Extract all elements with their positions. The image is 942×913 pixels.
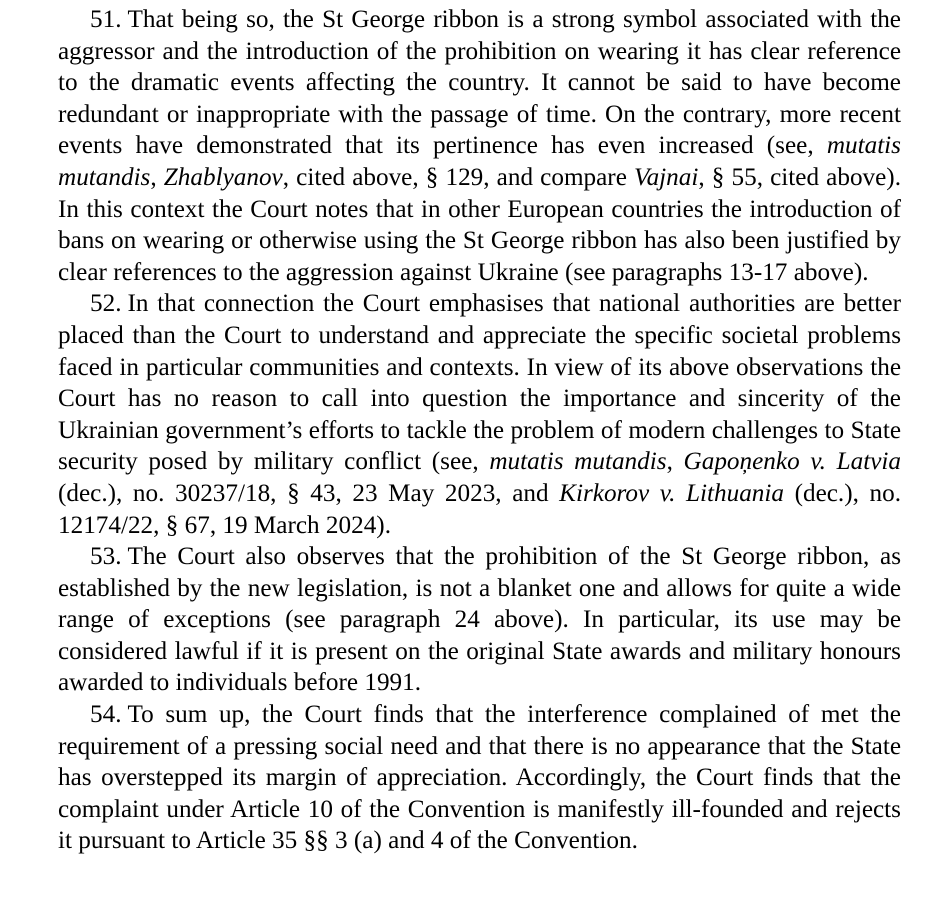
paragraph-54 [58, 699, 901, 857]
paragraph-text: In that connection the Court emphasises that national authorities are better placed than the Court to understand and appreciate the specific societal problems faced in particular communities and contexts. In view of its above observations the Court has no reason to call into question the importance and sincerity of the Ukrainian government’s efforts to tackle the problem of modern challenges to State security posed by military conflict (see, [58, 290, 901, 476]
paragraph-number: 54. [90, 701, 122, 729]
paragraph-text: , cited above, § 129, and compare [282, 163, 634, 191]
paragraph-text: , [666, 448, 684, 476]
paragraph-51 [58, 4, 901, 288]
paragraph-number: 53. [90, 543, 122, 571]
paragraph-text: , [150, 163, 164, 191]
paragraph-text: (dec.), no. 12174/22, § 67, 19 March 2024). [58, 479, 901, 539]
paragraph-text: That being so, the St George ribbon is a strong symbol associated with the aggressor and the introduction of the prohibition on wearing it has clear reference to the dramatic events affecting the country. It cannot be said to have become redundant or inappropriate with the passage of time. On the contrary, more recent events have demonstrated that its pertinence has even increased (see, [58, 6, 901, 160]
case-name: Zhablyanov [163, 163, 283, 191]
italic-phrase: mutatis mutandis [58, 132, 901, 191]
case-name: Vajnai [634, 163, 699, 191]
paragraph-53 [58, 541, 901, 699]
paragraph-text: To sum up, the Court finds that the interference complained of met the requirement of a pressing social need and that there is no appearance that the State has overstepped its margin of appreciation. Accordingly, the Court finds that the complaint under Article 10 of the Convention is manifestly ill-founded and rejects it pursuant to Article 35 §§ 3 (a) and 4 of the Convention. [58, 701, 901, 855]
paragraph-text: , § 55, cited above). In this context the Court notes that in other European countries the introduction of bans on wearing or otherwise using the St George ribbon has also been justified by clear references to the aggression against Ukraine (see paragraphs 13-17 above). [58, 163, 901, 286]
paragraph-text: The Court also observes that the prohibition of the St George ribbon, as established by the new legislation, is not a blanket one and allows for quite a wide range of exceptions (see paragraph 24 above). In particular, its use may be considered lawful if it is present on the original State awards and military honours awarded to individuals before 1991. [58, 543, 901, 697]
case-name: Gapoņenko v. Latvia [683, 448, 902, 476]
paragraph-number: 51. [90, 6, 122, 33]
paragraph-number: 52. [90, 290, 122, 318]
paragraph-52 [58, 288, 901, 541]
italic-phrase: mutatis mutandis [489, 448, 667, 476]
case-name: Kirkorov v. Lithuania [559, 479, 784, 507]
document-page [58, 4, 901, 857]
paragraph-text: (dec.), no. 30237/18, § 43, 23 May 2023, and [58, 479, 560, 507]
